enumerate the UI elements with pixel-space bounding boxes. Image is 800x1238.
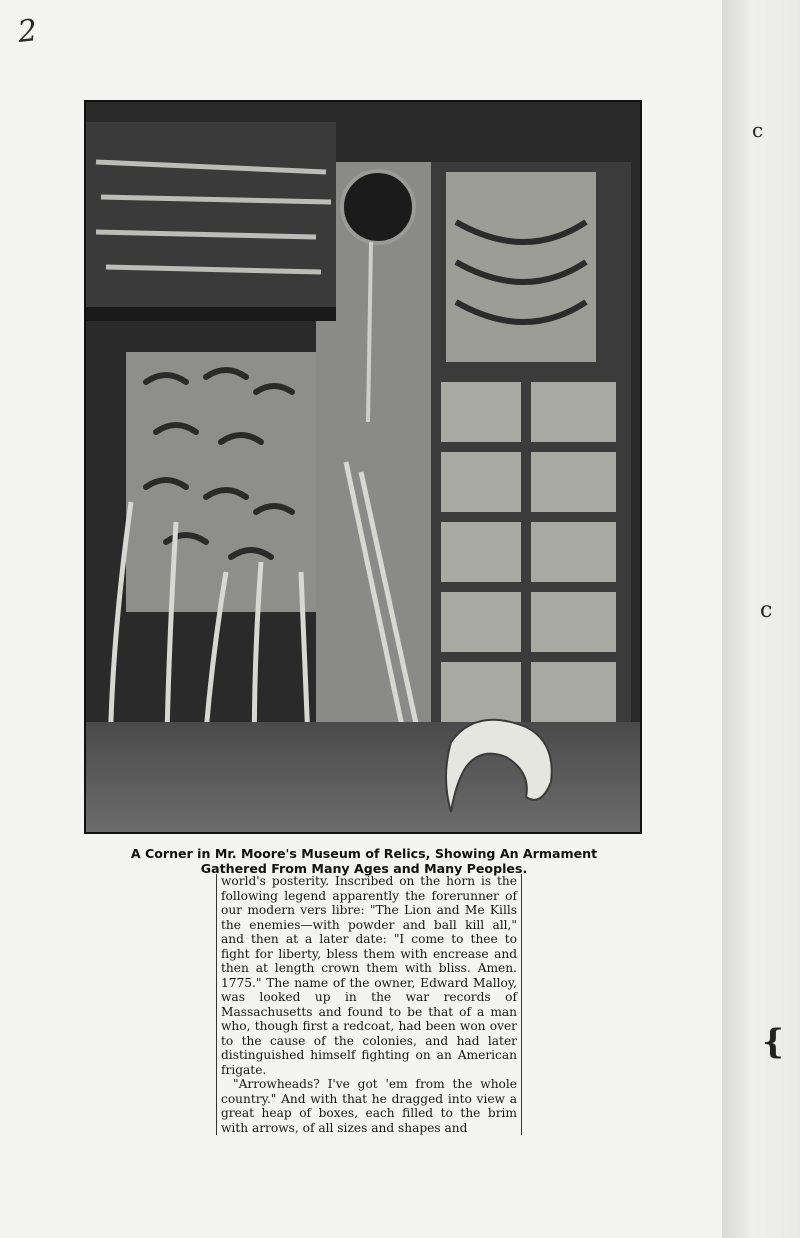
article-paragraph: "Arrowheads? I've got 'em from the whole country." And with that he dragged into view a great heap of boxes, each filled to the brim with arrows, of all sizes and shapes and (221, 1077, 517, 1135)
article-column (216, 874, 522, 1135)
article-paragraph: world's posterity. Inscribed on the horn is the following legend apparently the forerunner of our modern vers libre: "The Lion and Me Kills the enemies—with powder and ball kill all," and then at a later date: "I come to thee to fight for liberty, bless them with encrease and then at length crown them with bliss. Amen. 1775." The name of the owner, Edward Malloy, was looked up in the war records of Massachusetts and found to be that of a man who, though first a redcoat, had been won over to the cause of the colonies, and had later distinguished himself fighting on an American frigate. (221, 874, 517, 1077)
caption-line-1: A Corner in Mr. Moore's Museum of Relics, Showing An Armament (130, 846, 598, 861)
edge-mark: c (752, 118, 764, 142)
edge-mark: c (760, 598, 773, 623)
page-number: 2 (16, 13, 39, 50)
museum-photo (84, 100, 642, 834)
edge-mark: { (762, 1022, 784, 1062)
museum-photo-illustration (86, 102, 640, 832)
caption-line-2: Gathered From Many Ages and Many Peoples. (200, 861, 528, 876)
photo-caption (84, 846, 644, 876)
